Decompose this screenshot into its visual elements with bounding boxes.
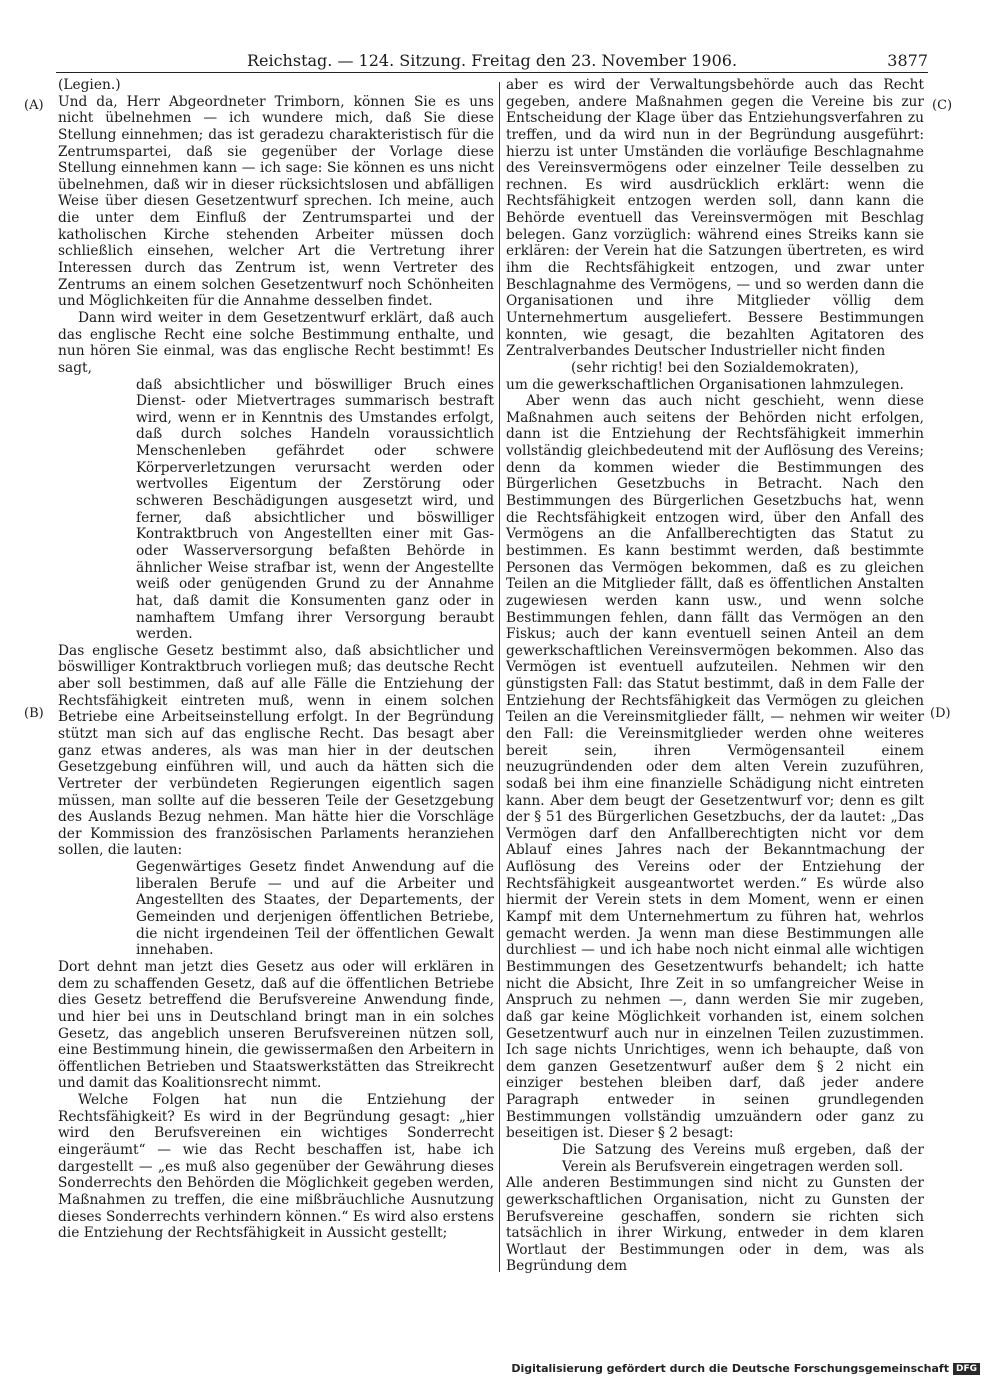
page-number: 3877 bbox=[887, 51, 928, 70]
interjection: (sehr richtig! bei den Sozialdemokraten), bbox=[571, 359, 859, 376]
page-header bbox=[56, 50, 928, 73]
credit-text: Digitalisierung gefördert durch die Deutsche Forschungsgemeinschaft bbox=[511, 1362, 949, 1375]
margin-mark-b: (B) bbox=[24, 706, 44, 721]
margin-mark-d: (D) bbox=[930, 706, 951, 721]
block-quote: Gegenwärtiges Gesetz findet Anwendung auf die liberalen Berufe — und auf die Arbeiter und Angestellten des Staates, der Departements, der Gemeinden und derjenigen öffentlichen Betriebe, die nicht irgendeinen Teil der öffentlichen Gewalt innehaben. bbox=[136, 859, 494, 959]
column-divider bbox=[499, 82, 500, 1272]
paragraph: Und da, Herr Abgeordneter Trimborn, können Sie es uns nicht übelnehmen — ich wundere mich, daß Sie diese Stellung einnehmen; das ist geradezu charakteristisch für die Zentrumspartei, daß sie gegenüber der Vorlage diese Stellung einnehmen kann — ich sage: Sie können es uns nicht übelnehmen, daß wir in dieser rücksichtslosen und abfälligen Weise über diesen Gesetzentwurf sprechen. Ich meine, auch die unter dem Einfluß der Zentrumspartei und der katholischen Kirche stehenden Arbeiter müssen doch schließlich einsehen, welcher Art die Vertretung ihrer Interessen durch das Zentrum ist, wenn Vertreter des Zentrums an einem solchen Gesetzentwurf noch Schönheiten und Möglichkeiten für die Annahme desselben findet. bbox=[58, 93, 494, 310]
running-title: Reichstag. — 124. Sitzung. Freitag den 23. November 1906. bbox=[246, 51, 738, 70]
paragraph: um die gewerkschaftlichen Organisationen lahmzulegen. bbox=[506, 376, 904, 393]
margin-mark-c: (C) bbox=[932, 98, 953, 113]
paragraph: Das englische Gesetz bestimmt also, daß absichtlicher und böswilliger Kontraktbruch vorliegen muß; das deutsche Recht aber soll bestimmen, daß auf alle Fälle die Entziehung der Rechtsfähigkeit eintreten muß, wenn in einem solchen Betriebe eine Arbeitseinstellung erfolgt. In der Begründung stützt man sich auf das englische Recht. Das besagt aber ganz etwas anderes, als was man hier in der deutschen Gesetzgebung einführen will, und auch da hätten sich die Vertreter der verbündeten Regierungen eigentlich sagen müssen, man sollte auf die besseren Teile der Gesetzgebung des Auslands Bezug nehmen. Man hätte hier die Vorschläge der Kommission des französischen Parlaments heranziehen sollen, die lauten: bbox=[58, 642, 494, 859]
paragraph: aber es wird der Verwaltungsbehörde auch das Recht gegeben, andere Maßnahmen gegen die Vereine bis zur Entscheidung der Klage über das Entziehungsverfahren zu treffen, und da wird nun in der Begründung ausgeführt: hierzu ist unter Umständen die vorläufige Beschlagnahme des Vereinsvermögens oder einzelner Teile desselben zu rechnen. Es wird ausdrücklich erklärt: wenn die Rechtsfähigkeit entzogen werden soll, dann kann die Behörde eventuell das Vereinsvermögen mit Beschlag belegen. Ganz vorzüglich: während eines Streiks kann sie erklären: der Verein hat die Satzungen übertreten, es wird ihm die Rechtsfähigkeit entzogen, und zwar unter Beschlagnahme des Vermögens, — und so werden dann die Organisationen und ihre Mitglieder völlig dem Unternehmertum ausgeliefert. Bessere Bestimmungen konnten, wie gesagt, die bezahlten Agitatoren des Zentralverbandes Deutscher Industrieller nicht finden bbox=[506, 77, 924, 360]
dfg-logo: DFG bbox=[953, 1363, 980, 1375]
digitization-credit bbox=[511, 1362, 980, 1375]
paragraph: Welche Folgen hat nun die Entziehung der Rechtsfähigkeit? Es wird in der Begründung gesagt: „hier wird den Berufsvereinen ein wichtiges Sonderrecht eingeräumt“ — wie das Recht beschaffen ist, habe ich dargestellt — „es muß also gegenüber der Gewährung dieses Sonderrechts den Behörden die Möglichkeit gegeben werden, Maßnahmen zu treffen, die eine mißbräuchliche Ausnutzung dieses Sonderrechts verhindern können.“ Es wird also erstens die Entziehung der Rechtsfähigkeit in Aussicht gestellt; bbox=[58, 1092, 494, 1242]
block-quote: daß absichtlicher und böswilliger Bruch eines Dienst- oder Mietvertrages summarisch bestraft wird, wenn er in Kenntnis des Umstandes erfolgt, daß durch solches Handeln voraussichtlich Menschenleben gefährdet oder schwere Körperverletzungen verursacht werden oder wertvolles Eigentum der Zerstörung oder schweren Beschädigungen ausgesetzt wird, und ferner, daß absichtlicher und böswilliger Kontraktbruch von Angestellten einer mit Gas- oder Wasserversorgung befaßten Behörde in ähnlicher Weise strafbar ist, wenn der Angestellte weiß oder genügenden Grund zu der Annahme hat, daß damit die Konsumenten ganz oder in namhaftem Umfang ihrer Versorgung beraubt werden. bbox=[136, 376, 494, 643]
paragraph: Aber wenn das auch nicht geschieht, wenn diese Maßnahmen auch seitens der Behörden nicht erfolgen, dann ist die Entziehung der Rechtsfähigkeit immerhin vollständig gleichbedeutend mit der Auflösung des Vereins; denn da kommen wieder die Bestimmungen des Bürgerlichen Gesetzbuchs in Betracht. Nach den Bestimmungen des Bürgerlichen Gesetzbuchs hat, wenn die Rechtsfähigkeit entzogen wird, über den Anfall des Vermögens an die Anfallberechtigten das Statut zu bestimmen. Es kann bestimmt werden, daß bestimmte Personen das Vermögen bekommen, daß es zu gleichen Teilen an die Mitglieder fällt, daß es öffentlichen Anstalten zugewiesen werden kann usw., und wenn solche Bestimmungen fehlen, dann fällt das Vermögen an den Fiskus; auch der kann eventuell seinen Anteil an dem gewerkschaftlichen Vereinsvermögen bekommen. Also das Vermögen ist eventuell aufzuteilen. Nehmen wir den günstigsten Fall: das Statut bestimmt, daß in dem Falle der Entziehung der Rechtsfähigkeit das Vermögen zu gleichen Teilen an die Vereinsmitglieder fällt, — nehmen wir weiter den Fall: die Vereinsmitglieder werden ohne weiteres bereit sein, ihren Vermögensanteil einem neuzugründenden oder dem alten Verein zuzuführen, sodaß bei ihm eine finanzielle Schädigung nicht eintreten kann. Aber dem beugt der Gesetzentwurf vor; denn es gilt der § 51 des Bürgerlichen Gesetzbuchs, der da lautet: „Das Vermögen darf den Anfallberechtigten nicht vor dem Ablauf eines Jahres nach der Bekanntmachung der Auflösung des Vereins oder der Entziehung der Rechtsfähigkeit ausgeantwortet werden.“ Es würde also hiermit der Verein stets in dem Moment, wenn er einen Kampf mit dem Unternehmertum zu führen hat, wehrlos gemacht werden. Ja wenn man diese Bestimmungen alle durchliest — und ich habe noch nicht einmal alle wichtigen Bestimmungen des Gesetzentwurfs behandelt; ich hatte nicht die Absicht, Ihre Zeit in so umfangreicher Weise in Anspruch zu nehmen —, dann werden Sie mir zugeben, daß gar keine Möglichkeit vorhanden ist, einem solchen Gesetzentwurf auch nur in einzelnen Teilen zuzustimmen. Ich sage nichts Unrichtiges, wenn ich behaupte, daß von dem ganzen Gesetzentwurf außer dem § 2 nicht ein einziger bestehen bleiben darf, daß jeder andere Paragraph entweder in seinen grundlegenden Bestimmungen vollständig umzuändern oder ganz zu beseitigen ist. Dieser § 2 besagt: bbox=[506, 393, 924, 1142]
speaker-name: (Legien.) bbox=[58, 77, 121, 93]
left-column bbox=[58, 77, 494, 1242]
right-column bbox=[506, 77, 924, 1275]
paragraph: Alle anderen Bestimmungen sind nicht zu Gunsten der gewerkschaftlichen Organisation, nicht zu Gunsten der Berufsvereine geschaffen, sondern sie richten sich tatsächlich in ihrer Wirkung, entweder in dem klaren Wortlaut der Bestimmungen oder in dem, was als Begründung dem bbox=[506, 1175, 924, 1275]
block-quote: Die Satzung des Vereins muß ergeben, daß der Verein als Berufsverein eingetragen werden soll. bbox=[562, 1142, 924, 1175]
margin-mark-a: (A) bbox=[24, 98, 44, 113]
paragraph: Dort dehnt man jetzt dies Gesetz aus oder will erklären in dem zu schaffenden Gesetz, daß auf die öffentlichen Betriebe dies Gesetz betreffend die Berufsvereine Anwendung finde, und hier bei uns in Deutschland bringt man in ein solches Gesetz, das angeblich unseren Berufsvereinen nützen soll, eine Bestimmung hinein, die gewissermaßen den Arbeitern in öffentlichen Betrieben und Staatswerkstätten das Streikrecht und damit das Koalitionsrecht nimmt. bbox=[58, 958, 494, 1092]
paragraph: Dann wird weiter in dem Gesetzentwurf erklärt, daß auch das englische Recht eine solche Bestimmung enthalte, und nun hören Sie einmal, was das englische Recht bestimmt! Es sagt, bbox=[58, 309, 494, 376]
